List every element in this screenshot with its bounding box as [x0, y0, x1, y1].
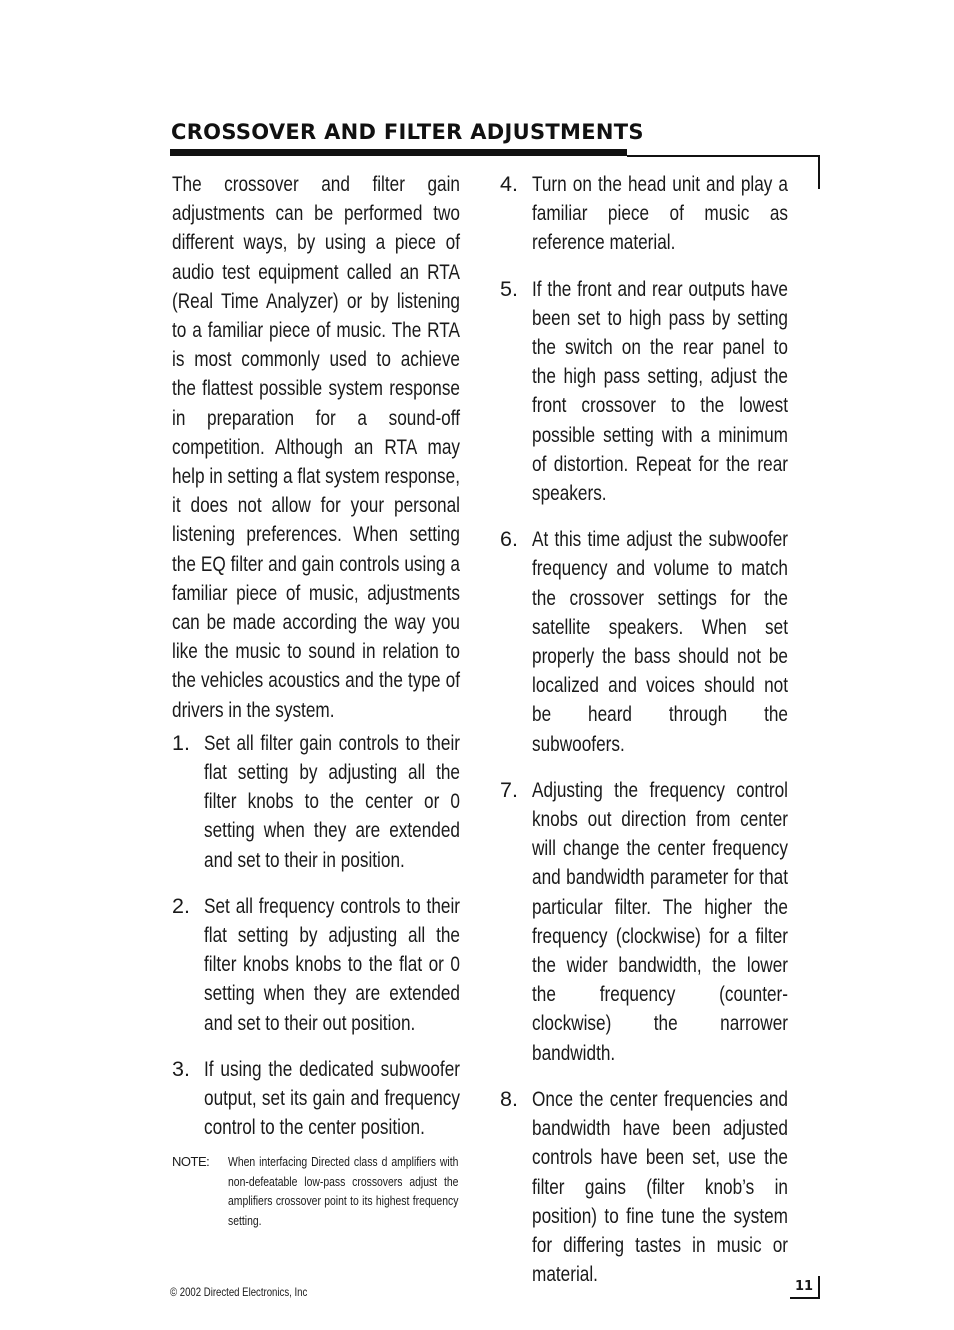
step-text-wrap — [204, 892, 460, 1038]
step-number: 5. — [500, 276, 518, 301]
step-text: Once the center frequencies and bandwidth have been adjusted controls have been set, use the filter gains (filter knob’s in position) to fine tune the system for differing tastes in music or material. — [532, 1086, 788, 1287]
step-number: 7. — [500, 777, 518, 802]
step-text-wrap — [532, 170, 788, 258]
step-text-wrap — [204, 1055, 460, 1143]
note-label: NOTE: — [172, 1154, 210, 1169]
step-text: If using the dedicated subwoofer output, set its gain and frequency control to the center position. — [204, 1056, 460, 1140]
intro-paragraph: The crossover and filter gain adjustments can be performed two different ways, by using a piece of audio test equipment called an RTA (Real Time Analyzer) or by listening to a familiar piece of music. The RTA is most commonly used to achieve the flattest possible system response in preparation for a sound-off competition. Although an RTA may help in setting a flat system response, it does not allow for your personal listening preferences. When setting the EQ filter and gain controls using a familiar piece of music, adjustments can be made according the way you like the music to sound in relation to the vehicles acoustics and the type of drivers in the system. — [172, 172, 460, 722]
step-number: 2. — [172, 893, 190, 918]
heading-rule-thick — [170, 149, 627, 156]
step-item — [500, 1085, 788, 1289]
step-item — [172, 892, 460, 1038]
step-number: 8. — [500, 1086, 518, 1111]
heading-rule-corner — [818, 155, 820, 189]
step-text: Adjusting the frequency control knobs out direction from center will change the center frequency and bandwidth parameter for that particular filter. The higher the frequency (clockwise) for a filter the wider bandwidth, the lower the frequency (counter-clockwise) the narrower bandwidth. — [532, 777, 788, 1065]
heading-rule-thin — [627, 155, 819, 157]
note-text: When interfacing Directed class d amplifiers with non-defeatable low-pass crossovers adjust the amplifiers crossover point to its highest frequency setting. — [228, 1154, 459, 1228]
step-text-wrap — [532, 275, 788, 509]
copyright-footer: © 2002 Directed Electronics, Inc — [170, 1285, 308, 1299]
step-item — [500, 170, 788, 258]
step-item — [500, 275, 788, 509]
step-text-wrap — [532, 776, 788, 1068]
page-number-rule-vertical — [818, 1276, 820, 1298]
step-number: 1. — [172, 730, 190, 755]
step-text-wrap — [532, 525, 788, 759]
step-item — [172, 1055, 460, 1143]
step-number: 6. — [500, 527, 518, 552]
step-text: Set all filter gain controls to their flat setting by adjusting all the filter knobs to the center or 0 setting when they are extended and set to their in position. — [204, 730, 460, 872]
right-column — [500, 170, 788, 1306]
step-text-wrap — [532, 1085, 788, 1289]
page-number: 11 — [795, 1279, 814, 1294]
step-text-wrap — [204, 729, 460, 875]
step-text: Set all frequency controls to their flat setting by adjusting all the filter knobs knobs to the flat or 0 setting when they are extended and set to their out position. — [204, 893, 460, 1035]
step-text: At this time adjust the subwoofer frequency and volume to match the crossover settings for the satellite speakers. When set properly the bass should not be localized and voices should not be heard through the subwoofers. — [532, 527, 788, 756]
step-item — [172, 729, 460, 875]
step-item — [500, 525, 788, 759]
step-number: 3. — [172, 1056, 190, 1081]
step-item — [500, 776, 788, 1068]
step-text: Turn on the head unit and play a familiar piece of music as reference material. — [532, 172, 788, 255]
section-heading: CROSSOVER AND FILTER ADJUSTMENTS — [171, 120, 644, 144]
left-column — [172, 170, 460, 1160]
step-number: 4. — [500, 172, 518, 196]
step-text: If the front and rear outputs have been set to high pass by setting the switch on the rear panel to the high pass setting, adjust the front crossover to the lowest possible setting with a minimum of distortion. Repeat for the rear speakers. — [532, 276, 788, 506]
page-number-rule-horizontal — [790, 1297, 820, 1299]
